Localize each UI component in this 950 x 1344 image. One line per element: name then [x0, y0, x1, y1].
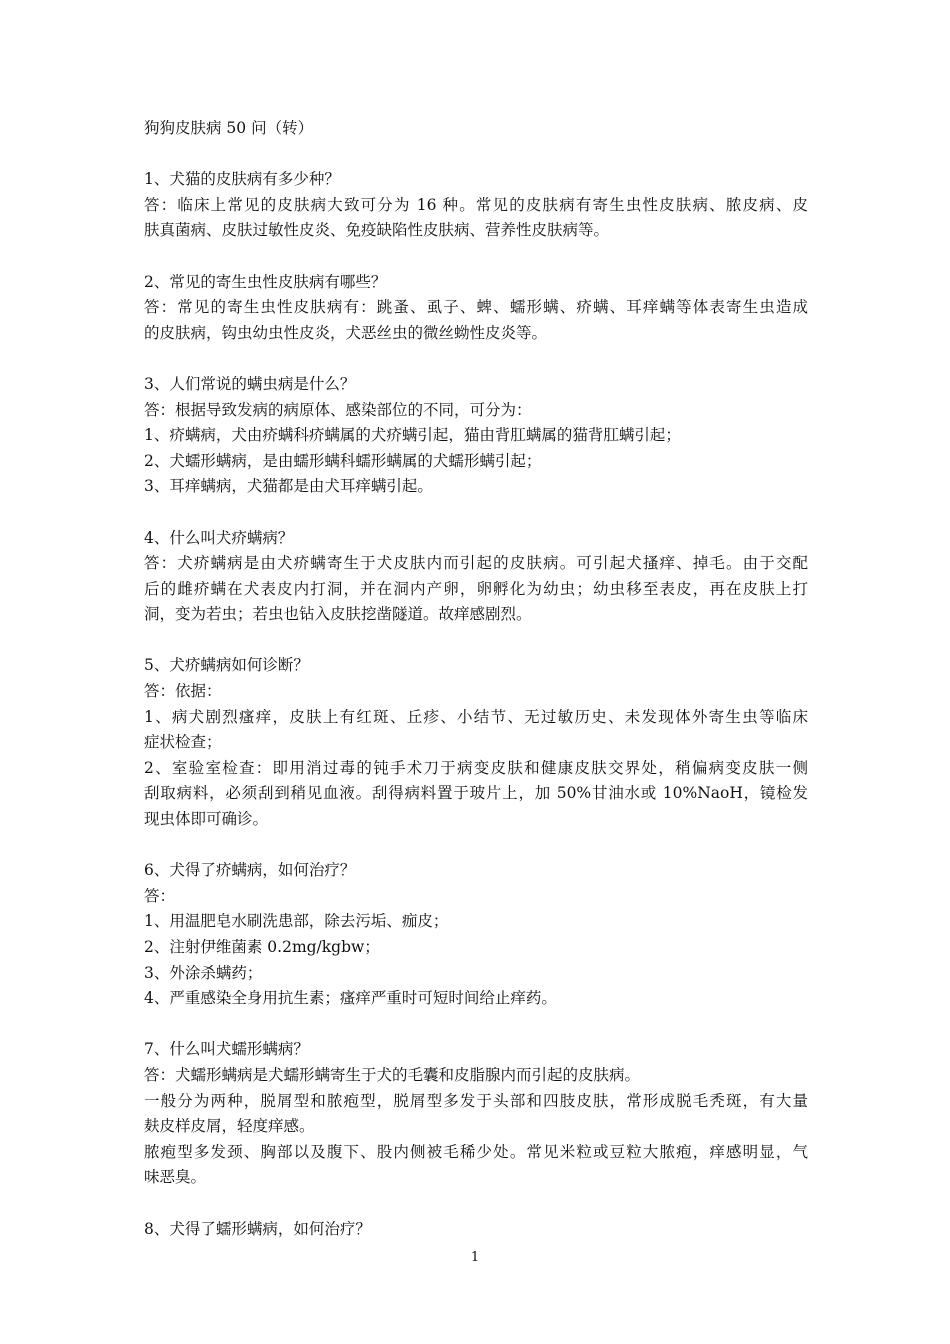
answer-7-line-1: 答：犬蠕形螨病是犬蠕形螨寄生于犬的毛囊和皮脂腺内而引起的皮肤病。: [144, 1065, 641, 1084]
answer-3-line-2: 1、疥螨病，犬由疥螨科疥螨属的犬疥螨引起，猫由背肛螨属的猫背肛螨引起；: [144, 426, 681, 445]
question-6: 6、犬得了疥螨病，如何治疗？: [144, 861, 356, 880]
answer-5-line-4: 2、室验室检查：即用消过毒的钝手术刀于病变皮肤和健康皮肤交界处，稍偏病变皮肤一侧: [144, 758, 808, 777]
spacer: [144, 833, 808, 859]
answer-1-line-1: 答：临床上常见的皮肤病大致可分为 16 种。常见的皮肤病有寄生虫性皮肤病、脓皮病、皮: [144, 195, 808, 214]
question-2: 2、常见的寄生虫性皮肤病有哪些？: [144, 272, 387, 291]
answer-5-line-6: 现虫体即可确诊。: [144, 810, 269, 829]
question-8: 8、犬得了蠕形螨病，如何治疗？: [144, 1219, 371, 1238]
question-7: 7、什么叫犬蠕形螨病？: [144, 1040, 309, 1059]
answer-6-line-5: 4、严重感染全身用抗生素；瘙痒严重时可短时间给止痒药。: [144, 989, 557, 1008]
question-4: 4、什么叫犬疥螨病？: [144, 528, 294, 547]
answer-6-line-2: 1、用温肥皂水刷洗患部，除去污垢、痂皮；: [144, 912, 449, 931]
answer-6-line-1: 答：: [144, 886, 176, 905]
answer-1-line-2: 肤真菌病、皮肤过敏性皮炎、免疫缺陷性皮肤病、营养性皮肤病等。: [144, 221, 610, 240]
question-5: 5、犬疥螨病如何诊断？: [144, 656, 309, 675]
answer-6-line-4: 3、外涂杀螨药；: [144, 963, 263, 982]
answer-7-line-4: 脓疱型多发颈、胸部以及腹下、股内侧被毛稀少处。常见米粒或豆粒大脓疱，痒感明显，气: [144, 1142, 808, 1161]
answer-4-line-3: 洞，变为若虫；若虫也钻入皮肤挖凿隧道。故痒感剧烈。: [144, 605, 532, 624]
answer-7-line-3: 麸皮样皮屑，轻度痒感。: [144, 1117, 315, 1136]
question-1: 1、犬猫的皮肤病有多少种？: [144, 170, 340, 189]
spacer: [144, 1191, 808, 1217]
answer-3-line-3: 2、犬蠕形螨病，是由蠕形螨科蠕形螨属的犬蠕形螨引起；: [144, 451, 542, 470]
answer-4-line-2: 后的雌疥螨在犬表皮内打洞，并在洞内产卵，卵孵化为幼虫；幼虫移至表皮，再在皮肤上打: [144, 579, 808, 598]
spacer: [144, 1012, 808, 1038]
answer-4-line-1: 答：犬疥螨病是由犬疥螨寄生于犬皮肤内而引起的皮肤病。可引起犬搔痒、掉毛。由于交配: [144, 554, 808, 573]
answer-2-line-2: 的皮肤病，钩虫幼虫性皮炎，犬恶丝虫的微丝蚴性皮炎等。: [144, 323, 548, 342]
document-title: 狗狗皮肤病 50 问（转）: [144, 119, 314, 137]
page-number: 1: [470, 1250, 480, 1265]
answer-6-line-3: 2、注射伊维菌素 0.2mg/kgbw；: [144, 938, 380, 956]
document-body: [144, 116, 808, 1242]
question-3: 3、人们常说的螨虫病是什么？: [144, 374, 356, 393]
answer-5-line-2: 1、病犬剧烈瘙痒，皮肤上有红斑、丘疹、小结节、无过敏历史、未发现体外寄生虫等临床: [144, 707, 808, 726]
answer-7-line-5: 味恶臭。: [144, 1168, 207, 1187]
answer-5-line-5: 刮取病料，必须刮到稍见血液。刮得病料置于玻片上，加 50%甘油水或 10%NaoH，镜检发: [144, 784, 808, 803]
answer-7-line-2: 一般分为两种，脱屑型和脓疱型，脱屑型多发于头部和四肢皮肤，常形成脱毛秃斑，有大量: [144, 1091, 808, 1110]
spacer: [144, 244, 808, 270]
spacer: [144, 500, 808, 526]
answer-5-line-3: 症状检查；: [144, 733, 222, 752]
answer-2-line-1: 答：常见的寄生虫性皮肤病有：跳蚤、虱子、蜱、蠕形螨、疥螨、耳痒螨等体表寄生虫造成: [144, 298, 808, 317]
answer-5-line-1: 答：依据：: [144, 682, 222, 701]
spacer: [144, 628, 808, 654]
answer-3-line-1: 答：根据导致发病的病原体、感染部位的不同，可分为：: [144, 400, 532, 419]
answer-3-line-4: 3、耳痒螨病，犬猫都是由犬耳痒螨引起。: [144, 477, 433, 496]
spacer: [144, 346, 808, 372]
